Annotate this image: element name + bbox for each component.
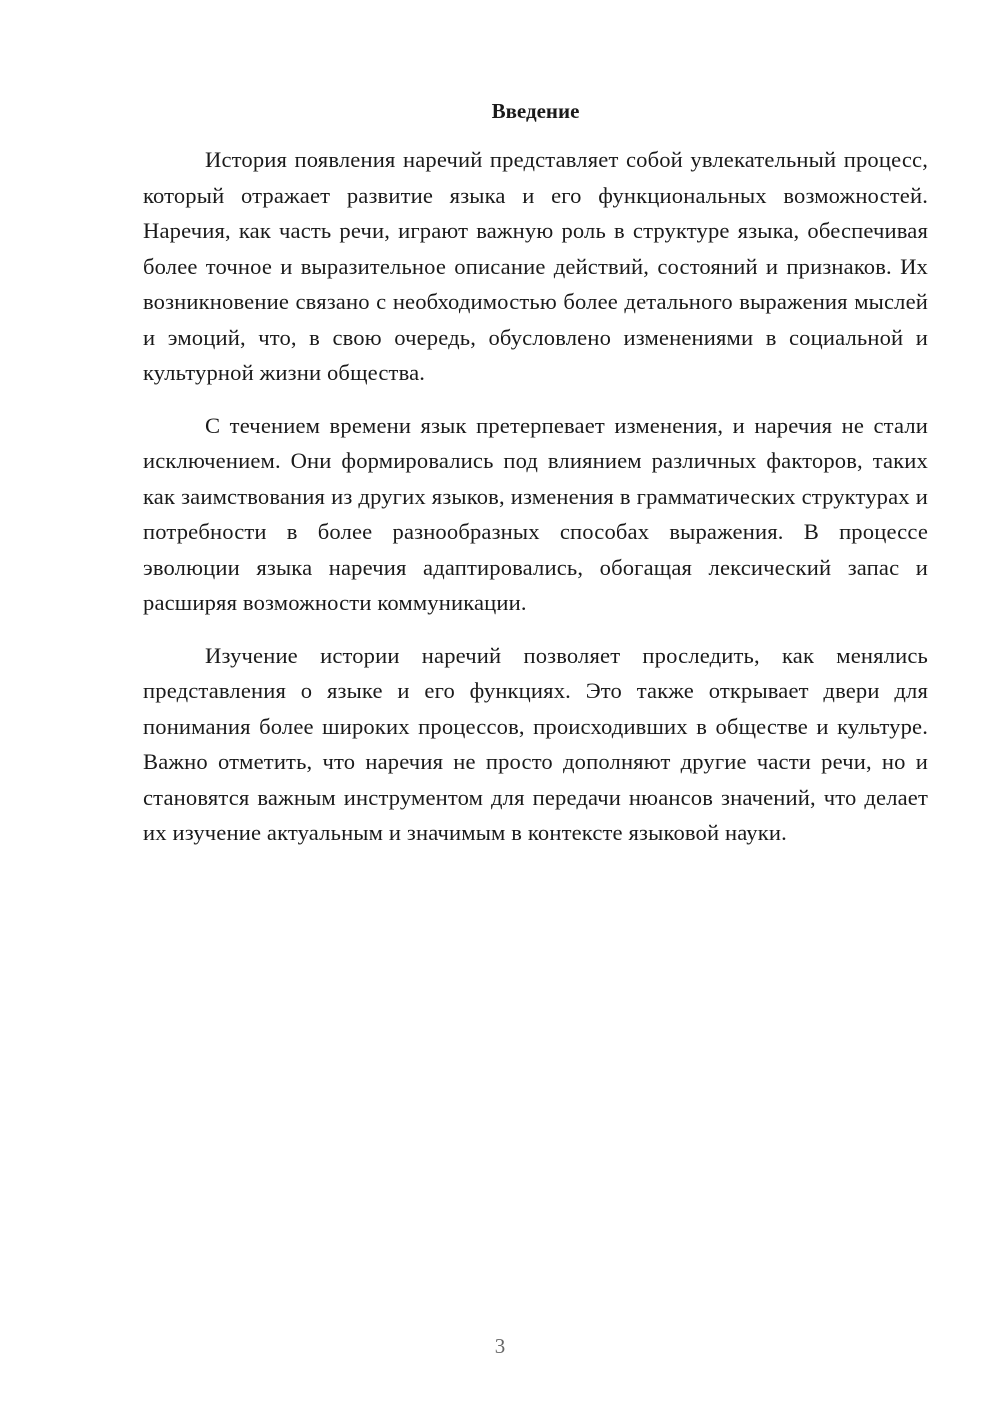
paragraph-1: История появления наречий представляет собой увлекательный процесс, который отражает развитие языка и его функциональных возможностей. Наречия, как часть речи, играют важную роль в структуре языка, обеспечивая более точное и выразительное описание действий, состояний и признаков. Их возникновение связано с необходимостью более детального выражения мыслей и эмоций, что, в свою очередь, обусловлено изменениями в социальной и культурной жизни общества. bbox=[143, 147, 928, 385]
paragraph-2: С течением времени язык претерпевает изменения, и наречия не стали исключением. Они формировались под влиянием различных факторов, таких как заимствования из других языков, изменения в грамматических структурах и потребности в более разнообразных способах выражения. В процессе эволюции языка наречия адаптировались, обогащая лексический запас и расширяя возможности коммуникации. bbox=[143, 412, 928, 615]
section-heading: Введение bbox=[491, 99, 580, 123]
page-content bbox=[143, 94, 928, 868]
paragraph-3: Изучение истории наречий позволяет проследить, как менялись представления о языке и его функциях. Это также открывает двери для понимания более широких процессов, происходивших в обществе и культуре. Важно отметить, что наречия не просто дополняют другие части речи, но и становятся важным инструментом для передачи нюансов значений, что делает их изучение актуальным и значимым в контексте языковой науки. bbox=[143, 642, 928, 845]
page-number: 3 bbox=[494, 1334, 506, 1358]
